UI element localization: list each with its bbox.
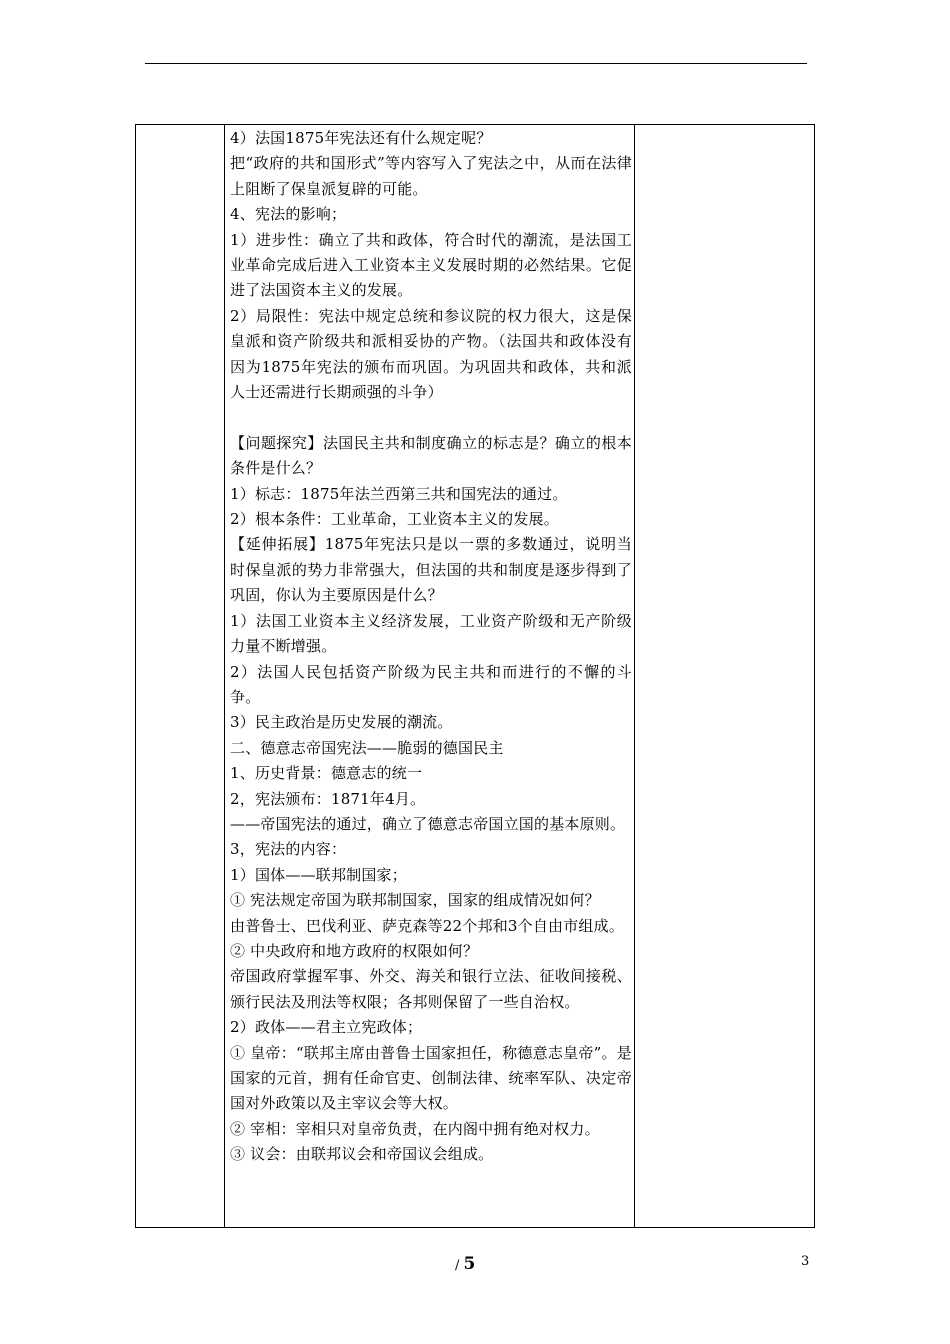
content-line: 1）进步性：确立了共和政体，符合时代的潮流，是法国工业革命完成后进入工业资本主义发展时期的必然结果。它促进了法国资本主义的发展。 — [230, 230, 632, 300]
content-line: 3，宪法的内容： — [230, 840, 347, 859]
page-slash: / — [455, 1258, 460, 1273]
content-line: 2）法国人民包括资产阶级为民主共和而进行的不懈的斗争。 — [230, 662, 632, 706]
header-rule — [145, 63, 807, 64]
content-line: ③ 议会：由联邦议会和帝国议会组成。 — [230, 1145, 494, 1164]
content-line: 2）根本条件：工业革命，工业资本主义的发展。 — [230, 510, 559, 529]
content-line: ① 皇帝：“联邦主席由普鲁士国家担任，称德意志皇帝”。是国家的元首，拥有任命官吏、创制法律、统率军队、决定帝国对外政策以及主宰议会等大权。 — [230, 1043, 632, 1113]
table-column-divider — [224, 125, 225, 1227]
page-total: 5 — [463, 1254, 476, 1274]
content-line: 4、宪法的影响； — [230, 205, 347, 224]
content-line: 1）标志：1875年法兰西第三共和国宪法的通过。 — [230, 484, 568, 503]
content-line: 2，宪法颁布：1871年4月。 — [230, 789, 426, 808]
content-line: 2）政体——君主立宪政体； — [230, 1018, 423, 1037]
content-line: 把“政府的共和国形式”等内容写入了宪法之中，从而在法律上阻断了保皇派复辟的可能。 — [230, 154, 632, 198]
content-line: 【问题探究】法国民主共和制度确立的标志是？确立的根本条件是什么？ — [230, 433, 632, 478]
content-line: 【延伸拓展】1875年宪法只是以一票的多数通过，说明当时保皇派的势力非常强大，但法国的共和制度是逐步得到了巩固，你认为主要原因是什么？ — [230, 535, 632, 605]
content-line: 1）国体——联邦制国家； — [230, 865, 407, 884]
content-line: 1）法国工业资本主义经济发展，工业资产阶级和无产阶级力量不断增强。 — [230, 611, 632, 656]
content-line: 帝国政府掌握军事、外交、海关和银行立法、征收间接税、颁行民法及刑法等权限；各邦则保留了一些自治权。 — [230, 967, 632, 1011]
page-number — [455, 1254, 475, 1274]
content-line: ① 宪法规定帝国为联邦制国家，国家的组成情况如何？ — [230, 891, 600, 910]
content-line: 二、德意志帝国宪法——脆弱的德国民主 — [230, 738, 504, 757]
content-line: 2）局限性：宪法中规定总统和参议院的权力很大，这是保皇派和资产阶级共和派相妥协的产物。（法国共和政体没有因为1875年宪法的颁布而巩固。为巩固共和政体，共和派人士还需进行长期顽强的斗争） — [230, 306, 632, 402]
content-line: 4）法国1875年宪法还有什么规定呢？ — [230, 129, 492, 147]
content-line: ② 宰相：宰相只对皇帝负责，在内阁中拥有绝对权力。 — [230, 1119, 600, 1138]
content-line: ② 中央政府和地方政府的权限如何？ — [230, 941, 479, 960]
content-line: ——帝国宪法的通过，确立了德意志帝国立国的基本原则。 — [230, 814, 626, 833]
content-line: 由普鲁士、巴伐利亚、萨克森等22个邦和3个自由市组成。 — [230, 916, 625, 935]
page-corner-number: 3 — [801, 1254, 810, 1269]
lesson-content — [230, 126, 632, 1168]
blank-line — [230, 405, 632, 430]
content-line: 3）民主政治是历史发展的潮流。 — [230, 713, 453, 732]
content-line: 1、历史背景：德意志的统一 — [230, 764, 423, 783]
table-column-divider — [634, 125, 635, 1227]
